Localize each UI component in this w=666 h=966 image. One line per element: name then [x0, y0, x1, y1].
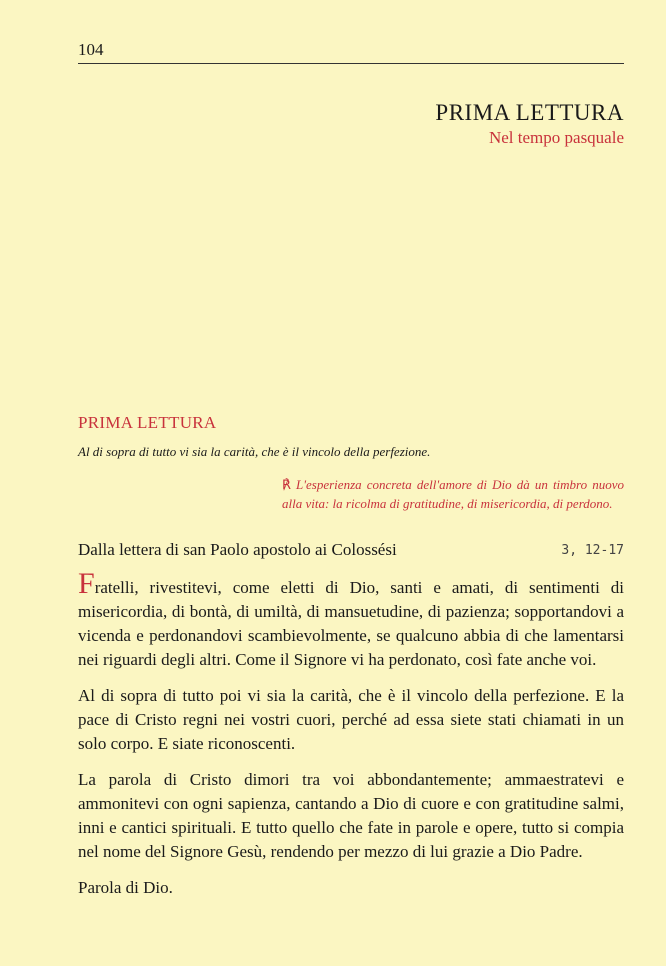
paragraph: Al di sopra di tutto poi vi sia la carità, che è il vincolo della perfezione. E la pace di Cristo regni nei vostri cuori, perché ad essa siete stati chiamati in un solo corpo. E siate riconoscenti.: [78, 686, 624, 753]
response-mark-icon: ℟: [282, 477, 291, 492]
paragraph: [78, 567, 624, 672]
page-number: 104: [78, 40, 104, 59]
reading-epigraph: Al di sopra di tutto vi sia la carità, che è il vincolo della perfezione.: [78, 444, 431, 459]
reading-body: [78, 567, 624, 912]
section-title: PRIMA LETTURA: [435, 100, 624, 125]
closing-acclamation: Parola di Dio.: [78, 878, 173, 897]
header-divider: [78, 63, 624, 64]
drop-cap: F: [78, 567, 95, 600]
reading-title: PRIMA LETTURA: [78, 413, 217, 432]
reading-reference: 3, 12-17: [561, 543, 624, 558]
reading-note: [282, 475, 624, 513]
paragraph-text: ratelli, rivestitevi, come eletti di Dio, santi e amati, di sentimenti di misericordia, di bontà, di umiltà, di mansuetudine, di pazienza; sopportandovi a vicenda e perdonandovi scambievolmente, se qualcuno abbia di che lamentarsi nei riguardi degli altri. Come il Signore vi ha perdonato, così fate anche voi.: [78, 578, 624, 669]
reading-note-text: L'esperienza concreta dell'amore di Dio dà un timbro nuovo alla vita: la ricolma di gratitudine, di misericordia, di perdono.: [282, 477, 625, 511]
reading-source: Dalla lettera di san Paolo apostolo ai Colossési: [78, 540, 397, 559]
paragraph: La parola di Cristo dimori tra voi abbondantemente; ammaestratevi e ammonitevi con ogni sapienza, cantando a Dio di cuore e con gratitudine salmi, inni e cantici spirituali. E tutto quello che fate in parole e opere, tutto si compia nel nome del Signore Gesù, rendendo per mezzo di lui grazie a Dio Padre.: [78, 770, 624, 861]
reading-source-row: [78, 540, 624, 560]
section-subtitle: Nel tempo pasquale: [488, 128, 624, 147]
